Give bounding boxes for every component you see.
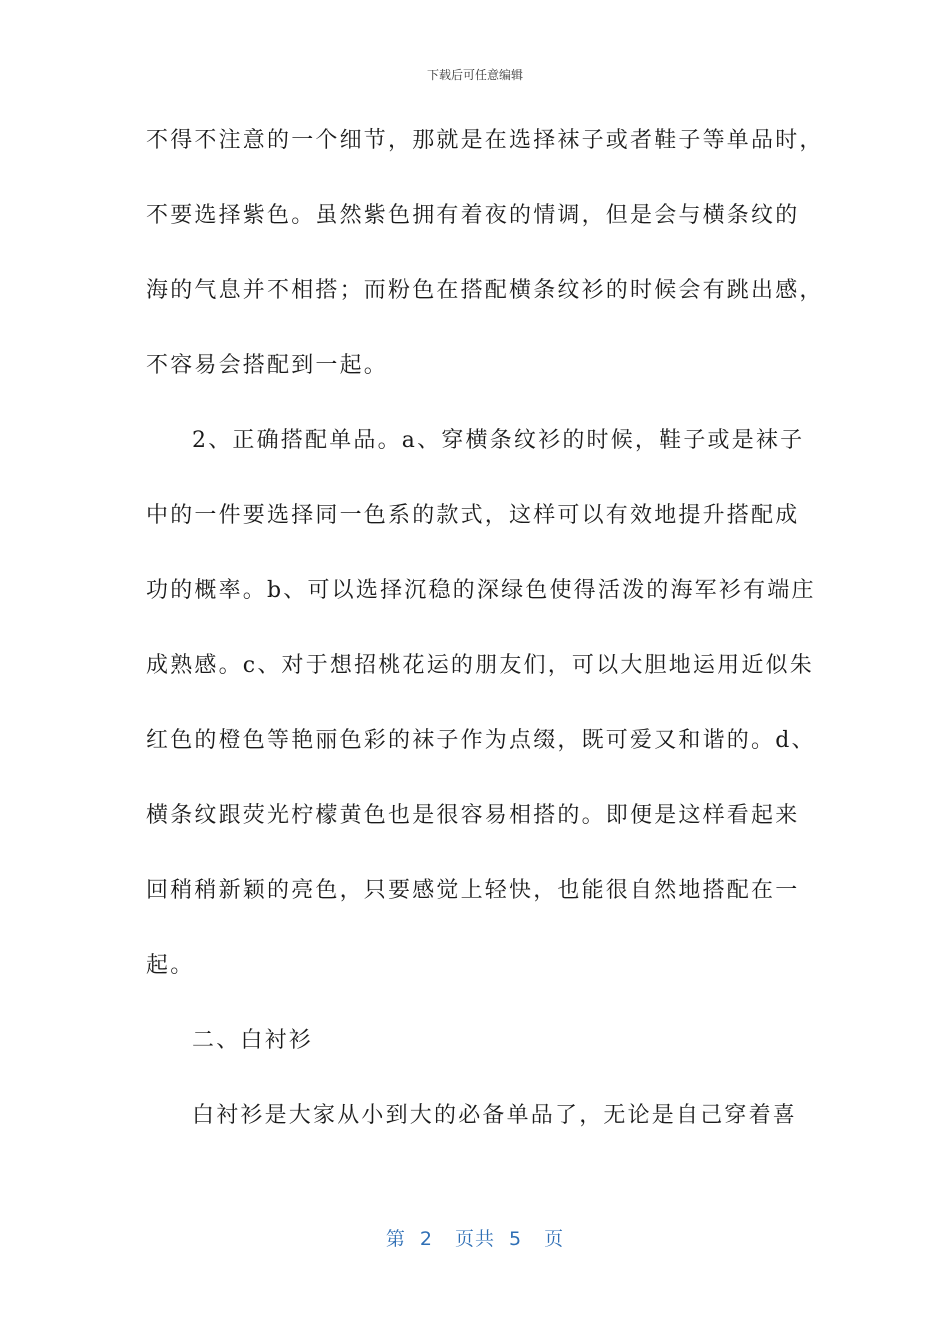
paragraph-line: 不得不注意的一个细节，那就是在选择袜子或者鞋子等单品时， — [146, 128, 824, 153]
section-heading: 二、白衬衫 — [192, 1028, 314, 1053]
paragraph-line: 红色的橙色等艳丽色彩的袜子作为点缀，既可爱又和谐的。d、 — [146, 728, 816, 753]
paragraph-line: 功的概率。b、可以选择沉稳的深绿色使得活泼的海军衫有端庄 — [146, 578, 816, 603]
paragraph-line-indented: 白衬衫是大家从小到大的必备单品了，无论是自己穿着喜 — [192, 1103, 798, 1128]
paragraph-line: 回稍稍新颖的亮色，只要感觉上轻快，也能很自然地搭配在一 — [146, 878, 800, 903]
page-header-note: 下载后可任意编辑 — [426, 68, 523, 82]
paragraph-line-indented: 2、正确搭配单品。a、穿横条纹衫的时候，鞋子或是袜子 — [192, 428, 805, 453]
paragraph-line: 成熟感。c、对于想招桃花运的朋友们，可以大胆地运用近似朱 — [146, 653, 814, 678]
paragraph-line: 起。 — [146, 953, 195, 978]
page-number-footer — [0, 1224, 950, 1251]
footer-suffix: 页 — [544, 1228, 565, 1250]
paragraph-line: 中的一件要选择同一色系的款式，这样可以有效地提升搭配成 — [146, 503, 800, 528]
footer-current-page: 2 — [419, 1228, 433, 1250]
footer-prefix: 第 — [385, 1228, 406, 1250]
footer-total-pages: 5 — [509, 1228, 523, 1250]
footer-middle: 页共 — [454, 1228, 495, 1250]
paragraph-line: 不要选择紫色。虽然紫色拥有着夜的情调，但是会与横条纹的 — [146, 203, 800, 228]
paragraph-line: 不容易会搭配到一起。 — [146, 353, 389, 378]
paragraph-line: 海的气息并不相搭；而粉色在搭配横条纹衫的时候会有跳出感， — [146, 278, 824, 303]
paragraph-line: 横条纹跟荧光柠檬黄色也是很容易相搭的。即便是这样看起来 — [146, 803, 800, 828]
